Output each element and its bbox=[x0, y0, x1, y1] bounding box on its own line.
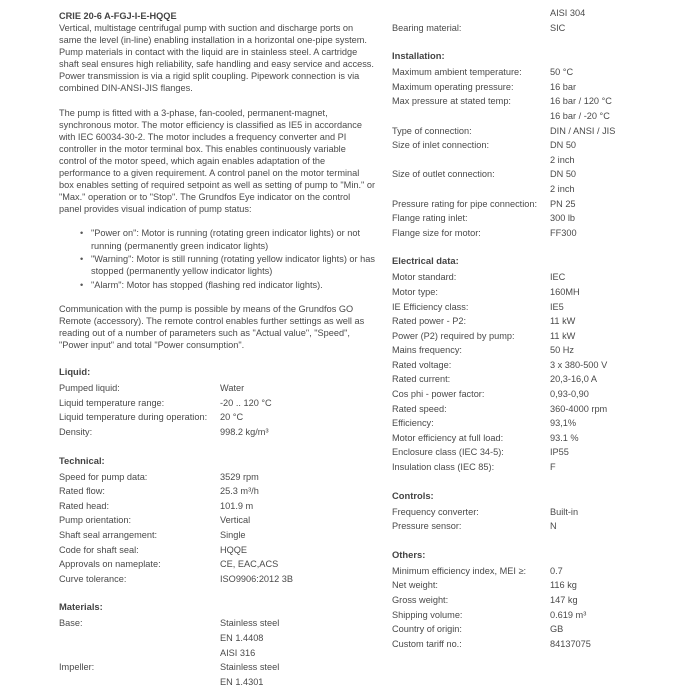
spec-value: 3529 rpm bbox=[220, 471, 259, 482]
spec-value: 25.3 m³/h bbox=[220, 486, 259, 497]
spec-value: DN 50 bbox=[550, 140, 577, 151]
spec-label: Rated power - P2: bbox=[392, 316, 467, 327]
spec-row bbox=[59, 528, 375, 543]
spec-value: N bbox=[550, 521, 557, 532]
spec-value: ISO9906:2012 3B bbox=[220, 573, 294, 584]
right-column bbox=[392, 0, 682, 651]
spec-label: Pressure rating for pipe connection: bbox=[392, 198, 538, 209]
spec-value: CE, EAC,ACS bbox=[220, 559, 279, 570]
spec-value: 84137075 bbox=[550, 638, 591, 649]
spec-label: Liquid temperature range: bbox=[59, 397, 165, 408]
spec-value: 360-4000 rpm bbox=[550, 403, 608, 414]
technical-section bbox=[59, 455, 375, 587]
spec-value: 20,3-16,0 A bbox=[550, 374, 597, 385]
description-paragraph: Vertical, multistage centrifugal pump with suction and discharge ports on same the level (in-line) enabling installation in a horizontal one-pipe system. Pump materials in contact with the liquid are in stainless steel. A cartridge shaft seal ensures high reliability, safe handling and easy service and access. Power transmission is via a rigid split coupling. Pipework connection is via combined DIN-ANSI-JIS flanges. bbox=[59, 23, 374, 94]
spec-row bbox=[59, 410, 375, 425]
spec-row bbox=[392, 80, 682, 95]
spec-value: 16 bar / 120 °C bbox=[550, 96, 612, 107]
spec-value: GB bbox=[550, 624, 564, 635]
spec-label: Bearing material: bbox=[392, 22, 462, 33]
spec-value: DN 50 bbox=[550, 169, 577, 180]
spec-value: 50 °C bbox=[550, 67, 574, 78]
spec-label: Base: bbox=[59, 618, 83, 629]
materials-continued bbox=[392, 6, 682, 35]
spec-row bbox=[392, 167, 682, 182]
spec-label: Pump orientation: bbox=[59, 515, 132, 526]
spec-value: IP55 bbox=[550, 447, 569, 458]
spec-row bbox=[392, 109, 682, 124]
spec-row bbox=[59, 470, 375, 485]
spec-row bbox=[392, 329, 682, 344]
product-title: CRIE 20-6 A-FGJ-I-E-HQQE bbox=[59, 11, 177, 21]
spec-value: 0.619 m³ bbox=[550, 609, 587, 620]
spec-row bbox=[392, 343, 682, 358]
materials-section bbox=[59, 601, 375, 689]
electrical-heading: Electrical data: bbox=[392, 255, 459, 267]
spec-value: F bbox=[550, 462, 556, 473]
spec-row bbox=[59, 484, 375, 499]
spec-value: AISI 304 bbox=[550, 8, 586, 18]
spec-value: 11 kW bbox=[550, 330, 576, 341]
spec-row bbox=[59, 513, 375, 528]
spec-label: Country of origin: bbox=[392, 624, 462, 635]
spec-row bbox=[392, 6, 682, 21]
installation-section bbox=[392, 50, 682, 240]
spec-label: Frequency converter: bbox=[392, 506, 479, 517]
spec-row bbox=[392, 402, 682, 417]
spec-row bbox=[59, 499, 375, 514]
left-column bbox=[59, 0, 375, 689]
spec-value: 50 Hz bbox=[550, 345, 575, 356]
spec-label: Type of connection: bbox=[392, 125, 472, 136]
spec-value: 116 kg bbox=[550, 580, 577, 591]
spec-value: -20 .. 120 °C bbox=[220, 397, 272, 408]
spec-label: Rated current: bbox=[392, 374, 451, 385]
spec-value: 20 °C bbox=[220, 412, 244, 423]
spec-value: SIC bbox=[550, 22, 566, 33]
materials-heading: Materials: bbox=[59, 601, 103, 613]
spec-label: Speed for pump data: bbox=[59, 471, 148, 482]
spec-value: 147 kg bbox=[550, 595, 578, 605]
spec-row bbox=[392, 431, 682, 446]
spec-row bbox=[392, 593, 682, 608]
spec-row bbox=[59, 646, 375, 661]
spec-label: Code for shaft seal: bbox=[59, 544, 139, 555]
spec-value: 3 x 380-500 V bbox=[550, 359, 608, 370]
spec-value: IEC bbox=[550, 272, 566, 283]
spec-value: Vertical bbox=[220, 515, 251, 526]
others-section bbox=[392, 549, 682, 652]
spec-row bbox=[392, 197, 682, 212]
controls-heading: Controls: bbox=[392, 489, 434, 501]
spec-row bbox=[59, 675, 375, 690]
spec-row bbox=[392, 564, 682, 579]
spec-value: EN 1.4408 bbox=[220, 632, 264, 643]
spec-label: Density: bbox=[59, 427, 93, 438]
spec-label: Power (P2) required by pump: bbox=[392, 330, 515, 341]
spec-value: IE5 bbox=[550, 301, 564, 312]
spec-row bbox=[392, 372, 682, 387]
spec-label: Flange rating inlet: bbox=[392, 213, 468, 224]
spec-label: Curve tolerance: bbox=[59, 573, 127, 584]
spec-label: Mains frequency: bbox=[392, 345, 462, 356]
status-list-item: • "Power on": Motor is running (rotating green indicator lights) or not running (permanently green indicator lights) bbox=[91, 227, 375, 251]
spec-value: 93.1 % bbox=[550, 432, 579, 443]
spec-row bbox=[59, 631, 375, 646]
spec-value: 2 inch bbox=[550, 154, 575, 165]
spec-label: Approvals on nameplate: bbox=[59, 559, 161, 570]
spec-value: 2 inch bbox=[550, 183, 575, 194]
spec-label: Minimum efficiency index, MEI ≥: bbox=[392, 565, 527, 576]
spec-row bbox=[59, 425, 375, 440]
spec-value: DIN / ANSI / JIS bbox=[550, 125, 616, 136]
spec-value: PN 25 bbox=[550, 198, 576, 209]
spec-label: Maximum ambient temperature: bbox=[392, 67, 522, 78]
liquid-heading: Liquid: bbox=[59, 366, 91, 378]
spec-row bbox=[392, 285, 682, 300]
spec-label: Shipping volume: bbox=[392, 609, 463, 620]
spec-row bbox=[392, 226, 682, 241]
spec-value: 16 bar bbox=[550, 81, 577, 92]
status-list bbox=[59, 227, 375, 290]
spec-row bbox=[392, 124, 682, 139]
technical-heading: Technical: bbox=[59, 454, 105, 466]
spec-row bbox=[392, 416, 682, 431]
spec-row bbox=[59, 381, 375, 396]
spec-label: Enclosure class (IEC 34-5): bbox=[392, 447, 504, 458]
spec-label: Maximum operating pressure: bbox=[392, 81, 514, 92]
spec-value: Single bbox=[220, 530, 246, 540]
spec-label: Max pressure at stated temp: bbox=[392, 96, 511, 107]
spec-row bbox=[392, 182, 682, 197]
spec-row bbox=[59, 557, 375, 572]
status-list-item: • "Alarm": Motor has stopped (flashing red indicator lights). bbox=[91, 279, 375, 291]
electrical-section bbox=[392, 255, 682, 474]
spec-row bbox=[392, 211, 682, 226]
spec-label: IE Efficiency class: bbox=[392, 301, 469, 312]
installation-heading: Installation: bbox=[392, 50, 445, 62]
controls-section bbox=[392, 490, 682, 534]
spec-value: 11 kW bbox=[550, 316, 576, 327]
spec-value: 300 lb bbox=[550, 213, 576, 224]
spec-label: Motor type: bbox=[392, 286, 438, 297]
spec-value: FF300 bbox=[550, 227, 577, 238]
spec-label: Insulation class (IEC 85): bbox=[392, 462, 495, 473]
spec-label: Rated flow: bbox=[59, 486, 105, 497]
spec-label: Pressure sensor: bbox=[392, 521, 462, 532]
spec-value: Stainless steel bbox=[220, 662, 280, 673]
spec-row bbox=[392, 300, 682, 315]
spec-row bbox=[392, 387, 682, 402]
spec-value: 998.2 kg/m³ bbox=[220, 427, 269, 438]
spec-value: 0.7 bbox=[550, 565, 563, 576]
spec-label: Flange size for motor: bbox=[392, 227, 481, 238]
spec-row bbox=[392, 270, 682, 285]
spec-label: Rated speed: bbox=[392, 403, 447, 414]
spec-row bbox=[59, 616, 375, 631]
spec-label: Gross weight: bbox=[392, 595, 449, 605]
spec-row bbox=[392, 608, 682, 623]
spec-row bbox=[392, 314, 682, 329]
spec-row bbox=[59, 543, 375, 558]
spec-label: Net weight: bbox=[392, 580, 438, 591]
spec-label: Shaft seal arrangement: bbox=[59, 530, 158, 540]
spec-label: Rated voltage: bbox=[392, 359, 452, 370]
spec-value: 101.9 m bbox=[220, 500, 254, 511]
spec-value: 93,1% bbox=[550, 418, 577, 429]
spec-label: Motor standard: bbox=[392, 272, 457, 283]
spec-value: 160MH bbox=[550, 286, 580, 297]
motor-paragraph: The pump is fitted with a 3-phase, fan-cooled, permanent-magnet, synchronous motor. The motor efficiency is classified as IE5 in accordance with IEC 60034-30-2. The motor includes a frequency converter and PI controller in the motor terminal box. This enables continuously variable control of the motor speed, which again enables adaptation of the performance to a given requirement. A control panel on the motor terminal box enables setting of required setpoint as well as setting of pump to "Min." or "Max." operation or to "Stop". The Grundfos Eye indicator on the control panel provides visual indication of pump status: bbox=[59, 107, 376, 215]
spec-value: 16 bar / -20 °C bbox=[550, 110, 610, 121]
communication-paragraph: Communication with the pump is possible by means of the Grundfos GO Remote (accessory). The remote control enables further settings as well as reading out of a number of parameters such as "Actual value", "Speed", "Power input" and total "Power consumption". bbox=[59, 303, 365, 351]
spec-row bbox=[59, 396, 375, 411]
spec-row bbox=[392, 358, 682, 373]
spec-row bbox=[392, 94, 682, 109]
status-list-item: • "Warning": Motor is still running (rotating yellow indicator lights) or has stopped (permanently yellow indicator lights) bbox=[91, 253, 375, 277]
spec-value: 0,93-0,90 bbox=[550, 389, 589, 400]
spec-label: Size of inlet connection: bbox=[392, 140, 490, 151]
spec-row bbox=[392, 519, 682, 534]
spec-value: AISI 316 bbox=[220, 647, 256, 658]
spec-row bbox=[392, 622, 682, 637]
spec-row bbox=[392, 578, 682, 593]
spec-label: Size of outlet connection: bbox=[392, 169, 495, 180]
spec-row bbox=[392, 65, 682, 80]
spec-row bbox=[392, 21, 682, 36]
spec-row bbox=[392, 637, 682, 652]
others-heading: Others: bbox=[392, 548, 426, 560]
spec-value: Stainless steel bbox=[220, 618, 280, 629]
spec-row bbox=[392, 153, 682, 168]
spec-label: Pumped liquid: bbox=[59, 383, 120, 394]
spec-value: Built-in bbox=[550, 506, 579, 517]
spec-row bbox=[392, 460, 682, 475]
spec-value: HQQE bbox=[220, 544, 248, 555]
spec-label: Efficiency: bbox=[392, 418, 434, 429]
spec-label: Cos phi - power factor: bbox=[392, 389, 485, 400]
spec-row bbox=[59, 660, 375, 675]
liquid-section bbox=[59, 366, 375, 439]
spec-row bbox=[392, 138, 682, 153]
spec-label: Liquid temperature during operation: bbox=[59, 412, 208, 423]
spec-row bbox=[392, 505, 682, 520]
spec-value: EN 1.4301 bbox=[220, 676, 264, 687]
spec-label: Custom tariff no.: bbox=[392, 638, 462, 649]
spec-label: Rated head: bbox=[59, 500, 110, 511]
spec-value: Water bbox=[220, 383, 245, 394]
spec-row bbox=[59, 572, 375, 587]
spec-label: Impeller: bbox=[59, 662, 95, 673]
spec-row bbox=[392, 445, 682, 460]
spec-label: Motor efficiency at full load: bbox=[392, 432, 504, 443]
